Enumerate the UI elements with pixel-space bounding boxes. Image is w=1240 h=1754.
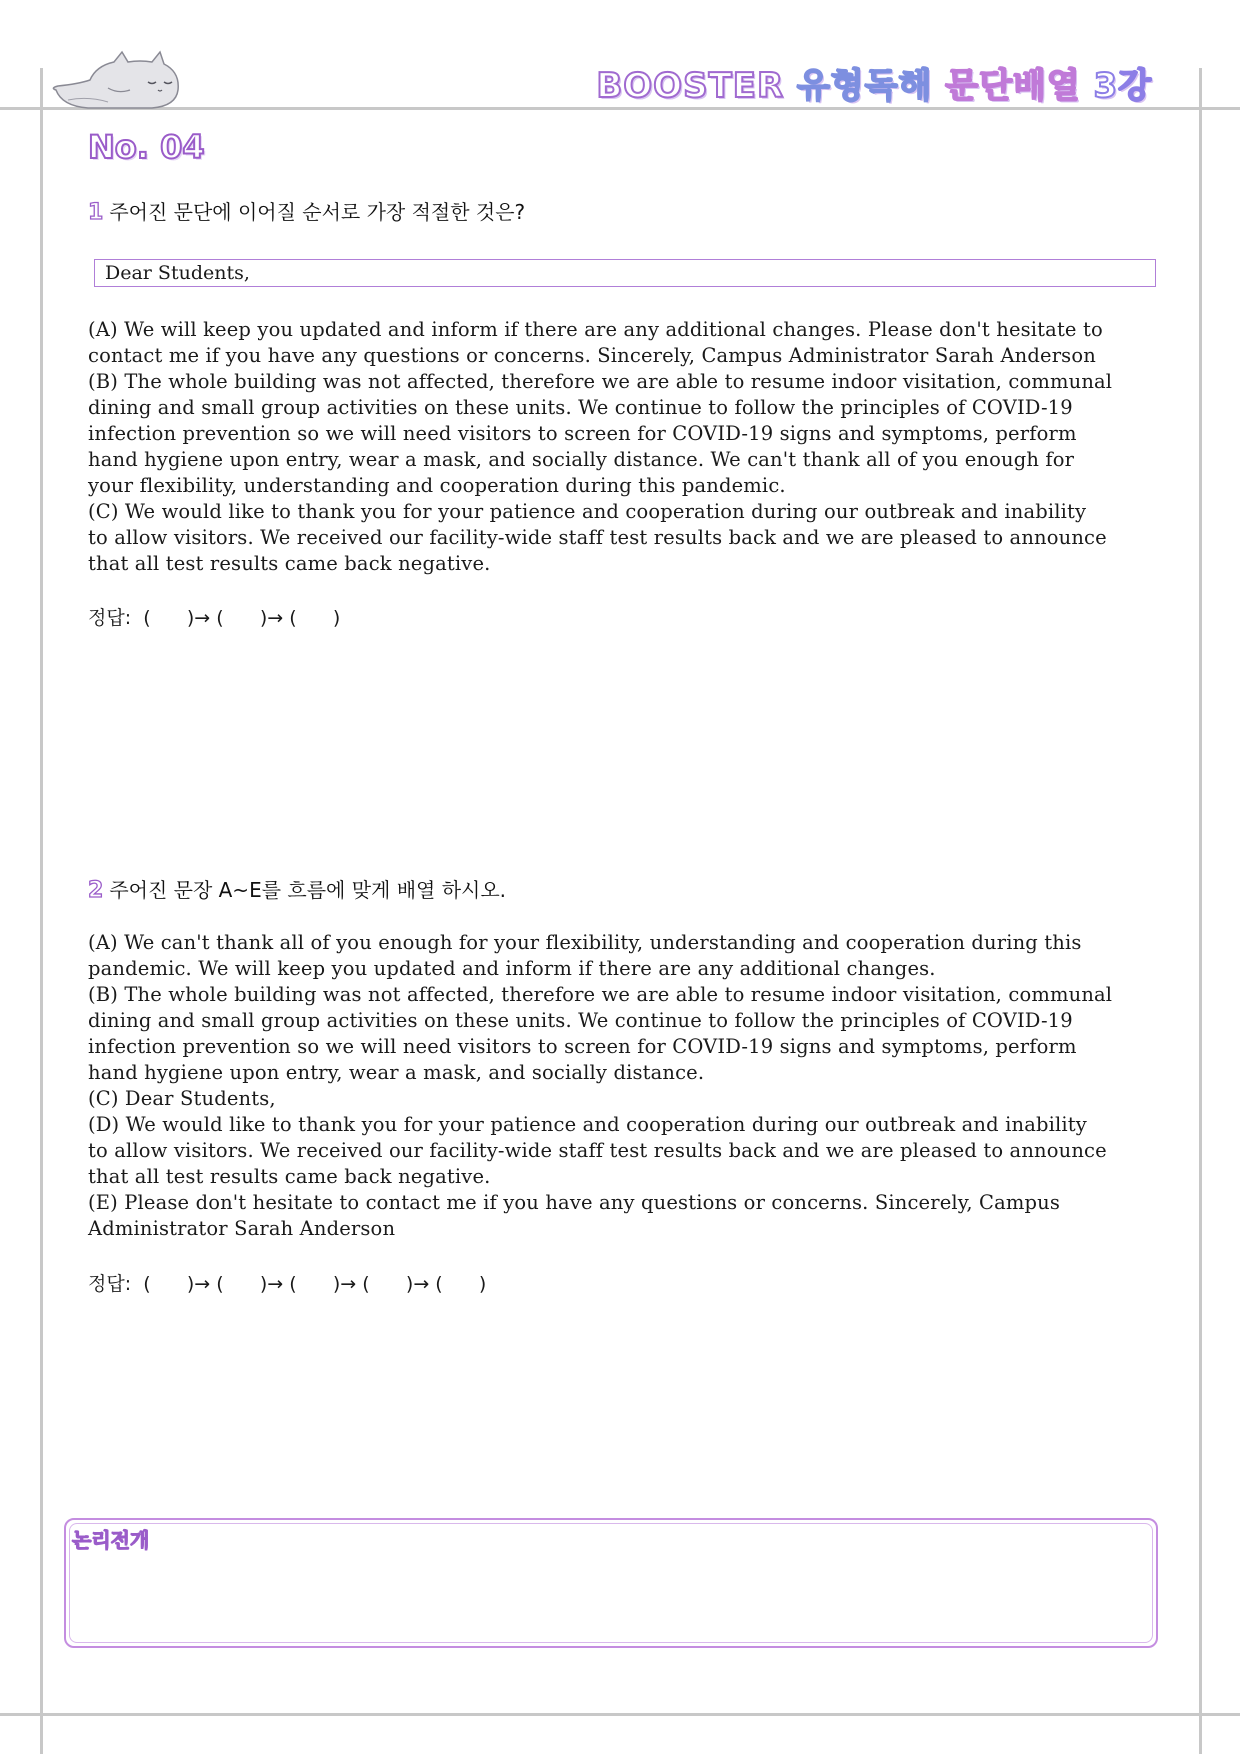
passage-line: Administrator Sarah Anderson [88,1217,396,1240]
passage-line: that all test results came back negative. [88,552,491,575]
passage-line: (D) We would like to thank you for your patience and cooperation during our outbreak and inability [88,1113,1087,1136]
passage-line: to allow visitors. We received our facility-wide staff test results back and we are pleased to announce [88,1139,1107,1162]
question-2-prompt: 주어진 문장 A~E를 흐름에 맞게 배열 하시오. [109,878,507,902]
question-2-number: 2 [88,878,104,903]
sleeping-cat-icon [48,50,188,112]
question-1-heading [88,196,525,225]
passage-line: dining and small group activities on these units. We continue to follow the principles of COVID-19 [88,1009,1073,1032]
passage-line: (C) Dear Students, [88,1087,276,1110]
question-1-prompt: 주어진 문단에 이어질 순서로 가장 적절한 것은? [109,200,526,224]
given-paragraph-box: Dear Students, [94,259,1156,287]
title-part-1: BOOSTER [596,66,785,106]
title-part-2: 유형독해 [797,66,933,106]
passage-line: infection prevention so we will need visitors to screen for COVID-19 signs and symptoms, perform [88,1035,1077,1058]
passage-line: hand hygiene upon entry, wear a mask, and socially distance. [88,1061,705,1084]
passage-line: hand hygiene upon entry, wear a mask, and socially distance. We can't thank all of you enough for [88,448,1075,471]
passage-line: your flexibility, understanding and cooperation during this pandemic. [88,474,786,497]
passage-line: (A) We can't thank all of you enough for your flexibility, understanding and cooperation during this [88,931,1082,954]
title-part-4: 3강 [1093,66,1152,106]
passage-line: contact me if you have any questions or concerns. Sincerely, Campus Administrator Sarah Anderson [88,344,1096,367]
problem-number-label: No. 04 [88,128,205,166]
question-2-heading [88,874,506,903]
question-1-number: 1 [88,200,104,225]
question-1-answer-blanks[interactable]: 정답: ( )→ ( )→ ( ) [88,607,341,629]
passage-line: to allow visitors. We received our facility-wide staff test results back and we are pleased to announce [88,526,1107,549]
logic-flow-note-box[interactable] [64,1518,1158,1648]
note-box-label: 논리전개 [72,1528,150,1552]
question-1-passage [88,317,1148,577]
frame-right-rule [1199,68,1202,1754]
passage-line: infection prevention so we will need visitors to screen for COVID-19 signs and symptoms, perform [88,422,1077,445]
passage-line: pandemic. We will keep you updated and inform if there are any additional changes. [88,957,936,980]
question-2-passage [88,930,1148,1242]
frame-bottom-rule [0,1713,1240,1716]
passage-line: that all test results came back negative. [88,1165,491,1188]
passage-line: (C) We would like to thank you for your patience and cooperation during our outbreak and inability [88,500,1087,523]
question-2-answer-blanks[interactable]: 정답: ( )→ ( )→ ( )→ ( )→ ( ) [88,1273,487,1295]
passage-line: dining and small group activities on these units. We continue to follow the principles of COVID-19 [88,396,1073,419]
passage-line: (E) Please don't hesitate to contact me if you have any questions or concerns. Sincerely, Campus [88,1191,1061,1214]
frame-left-rule [40,68,43,1754]
title-part-3: 문단배열 [945,66,1081,106]
passage-line: (B) The whole building was not affected, therefore we are able to resume indoor visitation, communal [88,370,1113,393]
worksheet-title [596,58,1152,107]
passage-line: (A) We will keep you updated and inform if there are any additional changes. Please don't hesitate to [88,318,1103,341]
passage-line: (B) The whole building was not affected, therefore we are able to resume indoor visitation, communal [88,983,1113,1006]
